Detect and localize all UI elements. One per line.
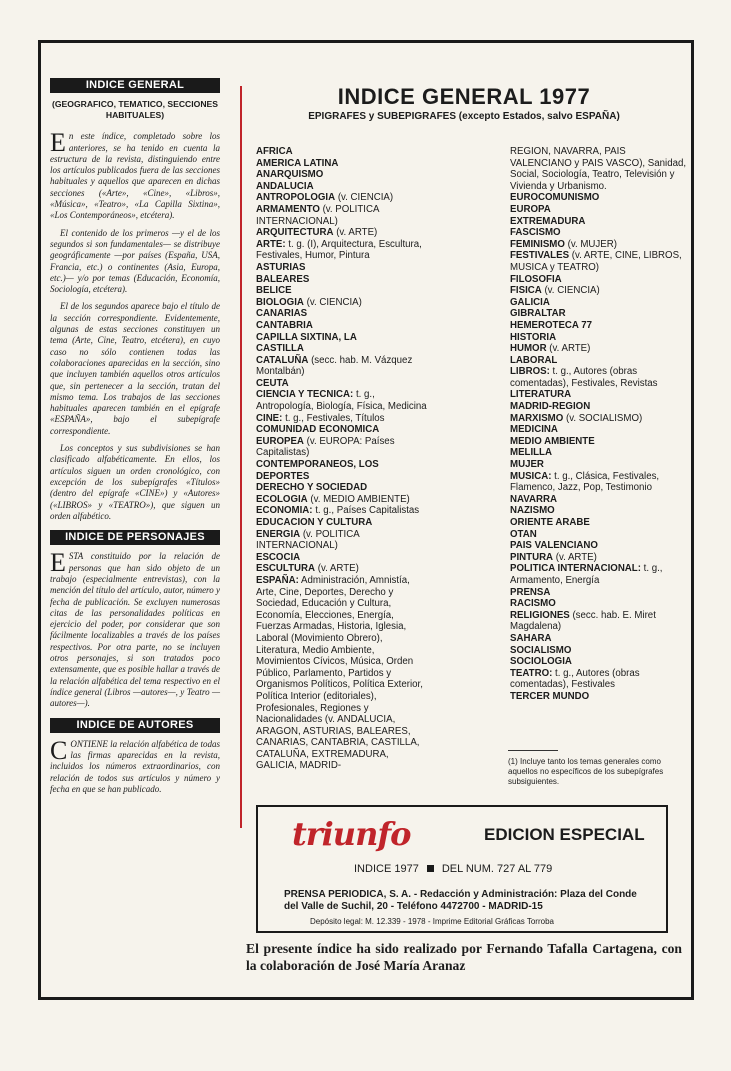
entry-heading: EUROCOMUNISMO (510, 192, 600, 204)
page-subtitle: EPIGRAFES y SUBEPIGRAFES (excepto Estados, salvo ESPAÑA) (308, 111, 620, 122)
entry-heading: EUROPA (510, 203, 551, 215)
entry-detail: t. g., Clásica, Festivales, Flamenco, Jazz, Pop, Testimonio (510, 470, 660, 494)
drop-cap: E (50, 128, 66, 158)
index-entry (256, 169, 428, 181)
entry-heading: CATALUÑA (256, 354, 309, 366)
entry-heading: ASTURIAS (256, 261, 306, 273)
index-entry (510, 424, 690, 436)
index-entry (510, 227, 690, 239)
entry-heading: HUMOR (510, 343, 547, 355)
index-entry (510, 355, 690, 367)
entry-heading: EDUCACION Y CULTURA (256, 517, 373, 528)
index-entry (256, 459, 428, 471)
index-entry (256, 146, 428, 158)
entry-detail: (v. CIENCIA) (335, 192, 394, 204)
entry-heading: NAZISMO (510, 505, 555, 517)
entry-detail: (v. MEDIO AMBIENTE) (307, 493, 410, 505)
entry-heading: ESCULTURA (256, 563, 316, 575)
indice-personajes-box-title: INDICE DE PERSONAJES (50, 530, 220, 545)
entry-heading: PRENSA (510, 586, 551, 598)
index-entry (510, 517, 690, 529)
index-entry (510, 192, 690, 204)
entry-detail: Administración, Amnistía, Arte, Cine, Deportes, Derecho y Sociedad, Educación y Cultura, Economía, Elecciones, Energía, Fuerzas Armadas, Historia, Iglesia, Laboral (Movimiento Obrero), Literatura, Medio Ambiente, Movimientos Cívicos, Música, Orden Público, Parlamento, Partidos y Organismos Políticos, Política Exterior, Política Interior (editoriales), Profesionales, Regiones y Nacionalidades (v. ANDALUCIA, ARAGON, ASTURIAS, BALEARES, CANARIAS, CANTABRIA, CASTILLA, CATALUÑA, EXTREMADURA, GALICIA, MADRID- (256, 574, 423, 772)
entry-heading: MUSICA: (510, 470, 552, 482)
entry-heading: FISICA (510, 285, 542, 297)
index-entry (256, 308, 428, 320)
entry-detail: (v. ARTE) (315, 563, 359, 575)
index-entry (256, 471, 428, 483)
index-entry (510, 401, 690, 413)
index-entry (510, 656, 690, 668)
entry-detail: (secc. hab. E. Miret Magdalena) (510, 609, 656, 633)
entry-heading: HEMEROTECA 77 (510, 319, 592, 331)
left-column (50, 78, 220, 801)
entry-heading: DEPORTES (256, 470, 310, 482)
index-entry (510, 691, 690, 703)
index-entry (510, 285, 690, 297)
entry-heading: GIBRALTAR (510, 308, 566, 320)
entry-heading: ENERGIA (256, 528, 301, 540)
entry-detail: (v. POLITICA INTERNACIONAL) (256, 203, 379, 227)
entry-heading: COMUNIDAD ECONOMICA EUROPEA (256, 424, 379, 447)
index-entry (256, 378, 428, 390)
entry-heading: MELILLA (510, 447, 552, 459)
index-entry (256, 575, 428, 772)
entry-heading: CEUTA (256, 377, 289, 389)
entry-heading: ARMAMENTO (256, 203, 320, 215)
entry-heading: CONTEMPORANEOS, LOS (256, 459, 379, 471)
indice-autores-box-title: INDICE DE AUTORES (50, 718, 220, 733)
red-divider (240, 86, 242, 828)
index-entry (510, 274, 690, 286)
entry-heading: POLITICA INTERNACIONAL: (510, 563, 641, 575)
index-entry (256, 424, 428, 459)
index-entry (510, 494, 690, 506)
index-entry (256, 529, 428, 552)
index-entry (256, 563, 428, 575)
index-entry (510, 447, 690, 459)
entry-heading: MARXISMO (510, 412, 564, 424)
legal-deposit: Depósito legal: M. 12.339 - 1978 - Imprime Editorial Gráficas Torroba (310, 917, 554, 926)
entry-detail: (v. CIENCIA) (541, 285, 600, 297)
entry-heading: ARQUITECTURA (256, 227, 334, 239)
concepts-paragraph: Los conceptos y sus subdivisiones se han clasificado alfabéticamente. En ellos, los artículos siguen un orden cronológico, con excepción de los subepígrafes «Títulos» (dentro del epígrafe «CINE») y «Autores» («LIBROS» y «TEATRO»), que siguen un orden alfabético. (50, 443, 220, 521)
entry-heading: CASTILLA (256, 343, 304, 355)
entry-detail: (v. POLITICA INTERNACIONAL) (256, 528, 360, 552)
entry-heading: MEDIO AMBIENTE (510, 435, 595, 447)
index-entry (256, 158, 428, 170)
index-entry (256, 239, 428, 262)
entry-heading: HISTORIA (510, 331, 557, 343)
index-entry (256, 505, 428, 517)
entry-heading: FASCISMO (510, 227, 561, 239)
entry-heading: MUJER (510, 459, 544, 471)
entry-heading: CIENCIA Y TECNICA: (256, 389, 354, 401)
entry-heading: SAHARA (510, 632, 552, 644)
index-entry (510, 645, 690, 657)
entry-detail: REGION, NAVARRA, PAIS VALENCIANO y PAIS VASCO), Sanidad, Social, Sociología, Teatro, Televisión y Vivienda y Urbanismo. (510, 146, 687, 192)
entry-detail: (v. ARTE) (546, 343, 591, 355)
entry-heading: BIOLOGIA (256, 296, 304, 308)
entry-detail: (v. MUJER) (564, 238, 617, 250)
index-entry (510, 459, 690, 471)
credits: El presente índice ha sido realizado por Fernando Tafalla Cartagena, con la colaboración de José María Aranaz (246, 941, 682, 973)
entry-heading: RACISMO (510, 598, 556, 610)
drop-cap: E (50, 548, 66, 578)
index-entry (256, 517, 428, 529)
entry-heading: GALICIA (510, 296, 550, 308)
entry-heading: CANTABRIA (256, 319, 313, 331)
entry-detail: (v. ARTE, CINE, LIBROS, MUSICA y TEATRO) (510, 250, 682, 273)
index-entry (510, 308, 690, 320)
index-entry (510, 436, 690, 448)
entry-heading: CANARIAS (256, 308, 308, 320)
entry-heading: ORIENTE ARABE (510, 517, 590, 528)
index-entry (510, 146, 690, 192)
index-range: INDICE 1977 DEL NUM. 727 AL 779 (354, 863, 553, 875)
index-entry (256, 413, 428, 425)
index-entry (510, 529, 690, 541)
entry-heading: FEMINISMO (510, 238, 565, 250)
entry-heading: TERCER MUNDO (510, 690, 590, 702)
entry-detail: t. g., Armamento, Energía (510, 563, 663, 586)
entry-detail: t. g., Antropología, Biología, Física, Medicina (256, 389, 427, 413)
index-entry (510, 389, 690, 401)
index-entry (256, 389, 428, 412)
entry-detail: t. g. (I), Arquitectura, Escultura, Festivales, Humor, Pintura (256, 238, 422, 262)
edicion-especial: EDICION ESPECIAL (484, 825, 645, 844)
index-entry (256, 181, 428, 193)
entry-heading: TEATRO: (510, 667, 553, 679)
entry-heading: FILOSOFIA (510, 273, 562, 285)
index-entry (510, 471, 690, 494)
content-paragraph: El contenido de los primeros —y el de los segundos si son fundamentales— se distribuye geográficamente —por países (España, USA, Francia, etc.) o continentes (Asia, Europa, etc.)— y/o por temas (Educación, Economía, Sociología, etcétera). (50, 227, 220, 295)
index-column-2 (510, 146, 690, 703)
index-entry (510, 610, 690, 633)
drop-cap: C (50, 735, 68, 765)
index-entry (510, 216, 690, 228)
entry-heading: MADRID-REGION (510, 401, 591, 413)
index-entry (510, 332, 690, 344)
sections-paragraph: El de los segundos aparece bajo el título de la sección correspondiente. Evidentemente, algunas de estas secciones constituyen un tema (Arte, Cine, Teatro, etcétera), en cuyo caso no sólo contienen todas las colaboraciones aparecidas en la sección, sino que incluyen también aquellos otros artículos que, sin pertenecer a la sección, tratan del mismo tema. Los trabajos de las secciones habituales aparecen también en el epígrafe «ESPAÑA», bajo el subepígrafe correspondiente. (50, 301, 220, 436)
index-entry (256, 482, 428, 494)
entry-heading: OTAN (510, 528, 537, 540)
footnote-rule (508, 750, 558, 751)
index-entry (510, 320, 690, 332)
entry-heading: ANARQUISMO (256, 169, 324, 181)
entry-heading: FESTIVALES (510, 250, 570, 262)
entry-detail: (v. SOCIALISMO) (563, 412, 643, 424)
entry-heading: BALEARES (256, 273, 310, 285)
entry-heading: ARTE: (256, 238, 286, 250)
index-entry (510, 413, 690, 425)
entry-heading: ECOLOGIA (256, 493, 308, 505)
index-entry (256, 320, 428, 332)
entry-heading: MEDICINA (510, 424, 558, 436)
edition-box (256, 805, 668, 933)
entry-heading: ESPAÑA: (256, 574, 299, 586)
entry-heading: EXTREMADURA (510, 215, 586, 227)
index-entry (256, 494, 428, 506)
personajes-paragraph: ESTA constituido por la relación de personas que han sido objeto de un trabajo (especialmente entrevistas), con la mención del título del artículo, autor, número y fecha de publicación. Se excluyen numerosas citas de las personalidades políticas en ejercicio del poder, por considerar que son fácilmente localizables a través de los países respectivos. Por otra parte, no se incluyen otros personajes, si son tratados poco extensamente, que es posible hallar a través de la relación alfabética del tema respectivo en el índice general (Libros —autores—, y Teatro —autores—). (50, 548, 220, 709)
entry-heading: PINTURA (510, 551, 554, 563)
entry-heading: ECONOMIA: (256, 505, 313, 517)
entry-heading: CINE: (256, 412, 283, 424)
entry-heading: LIBROS: (510, 366, 550, 378)
index-entry (510, 239, 690, 251)
triunfo-logo: triunfo (292, 815, 411, 853)
entry-detail: t. g., Festivales, Títulos (282, 412, 385, 424)
index-entry (510, 563, 690, 586)
index-entry (510, 540, 690, 552)
footnote: (1) Incluye tanto los temas generales como aquellos no específicos de los subepígrafes subsiguientes. (508, 757, 664, 786)
index-entry (256, 192, 428, 204)
index-entry (510, 633, 690, 645)
entry-detail: (v. EUROPA: Países Capitalistas) (256, 435, 395, 459)
entry-heading: ANDALUCIA (256, 180, 314, 192)
intro-paragraph: En este índice, completado sobre los anteriores, se ha tenido en cuenta la estructura de la revista, distinguiendo entre los artículos publicados fuera de las secciones habituales y aquellos que aparecen en dichas secciones («Arte», «Cine», «Libros», «Música», «Teatro», «La Capilla Sixtina», «Los Contemporáneos», etcétera). (50, 128, 220, 221)
index-entry (510, 552, 690, 564)
entry-detail: (v. CIENCIA) (303, 296, 362, 308)
index-entry (510, 204, 690, 216)
entry-heading: SOCIALISMO (510, 644, 572, 656)
index-entry (256, 262, 428, 274)
entry-detail: (secc. hab. M. Vázquez Montalbán) (256, 354, 413, 378)
entry-heading: DERECHO Y SOCIEDAD (256, 482, 368, 494)
index-entry (510, 587, 690, 599)
entry-detail: (v. ARTE) (333, 227, 378, 239)
entry-heading: ANTROPOLOGIA (256, 192, 336, 204)
index-entry (256, 343, 428, 355)
entry-detail: t. g., Países Capitalistas (312, 505, 420, 517)
index-entry (256, 332, 428, 344)
index-entry (256, 285, 428, 297)
index-entry (510, 668, 690, 691)
indice-general-box-title: INDICE GENERAL (50, 78, 220, 93)
entry-detail: t. g., Autores (obras comentadas), Festivales, Revistas (510, 366, 658, 389)
index-entry (256, 274, 428, 286)
indice-general-subtitle: (GEOGRAFICO, TEMATICO, SECCIONES HABITUALES) (52, 99, 218, 121)
entry-heading: PAIS VALENCIANO (510, 540, 598, 552)
index-entry (510, 598, 690, 610)
entry-heading: SOCIOLOGIA (510, 656, 572, 668)
index-entry (510, 343, 690, 355)
entry-detail: (v. ARTE) (553, 551, 597, 563)
entry-detail: t. g., Autores (obras comentadas), Festivales (510, 667, 640, 691)
index-entry (256, 552, 428, 564)
entry-heading: AFRICA (256, 146, 293, 157)
index-entry (256, 355, 428, 378)
page-title: INDICE GENERAL 1977 (337, 84, 591, 109)
index-entry (256, 204, 428, 227)
entry-heading: BELICE (256, 285, 292, 297)
square-bullet-icon (427, 865, 434, 872)
index-entry (256, 297, 428, 309)
autores-paragraph: CONTIENE la relación alfabética de todas las firmas aparecidas en la revista, incluidos los números extraordinarios, con relación de todos sus artículos y número y fecha en que se han publicado. (50, 735, 220, 795)
entry-heading: NAVARRA (510, 493, 557, 505)
index-entry (510, 297, 690, 309)
index-entry (510, 505, 690, 517)
index-entry (510, 366, 690, 389)
entry-heading: CAPILLA SIXTINA, LA (256, 331, 357, 343)
entry-heading: LITERATURA (510, 389, 572, 401)
entry-heading: RELIGIONES (510, 609, 570, 621)
index-entry (256, 227, 428, 239)
publisher-info: PRENSA PERIODICA, S. A. - Redacción y Administración: Plaza del Conde del Valle de Suchil, 20 - Teléfono 4472700 - MADRID-15 (284, 889, 637, 912)
entry-heading: ESCOCIA (256, 551, 301, 563)
index-column-1 (256, 146, 428, 772)
entry-heading: AMERICA LATINA (256, 157, 339, 169)
index-entry (510, 250, 690, 273)
entry-heading: LABORAL (510, 354, 558, 366)
